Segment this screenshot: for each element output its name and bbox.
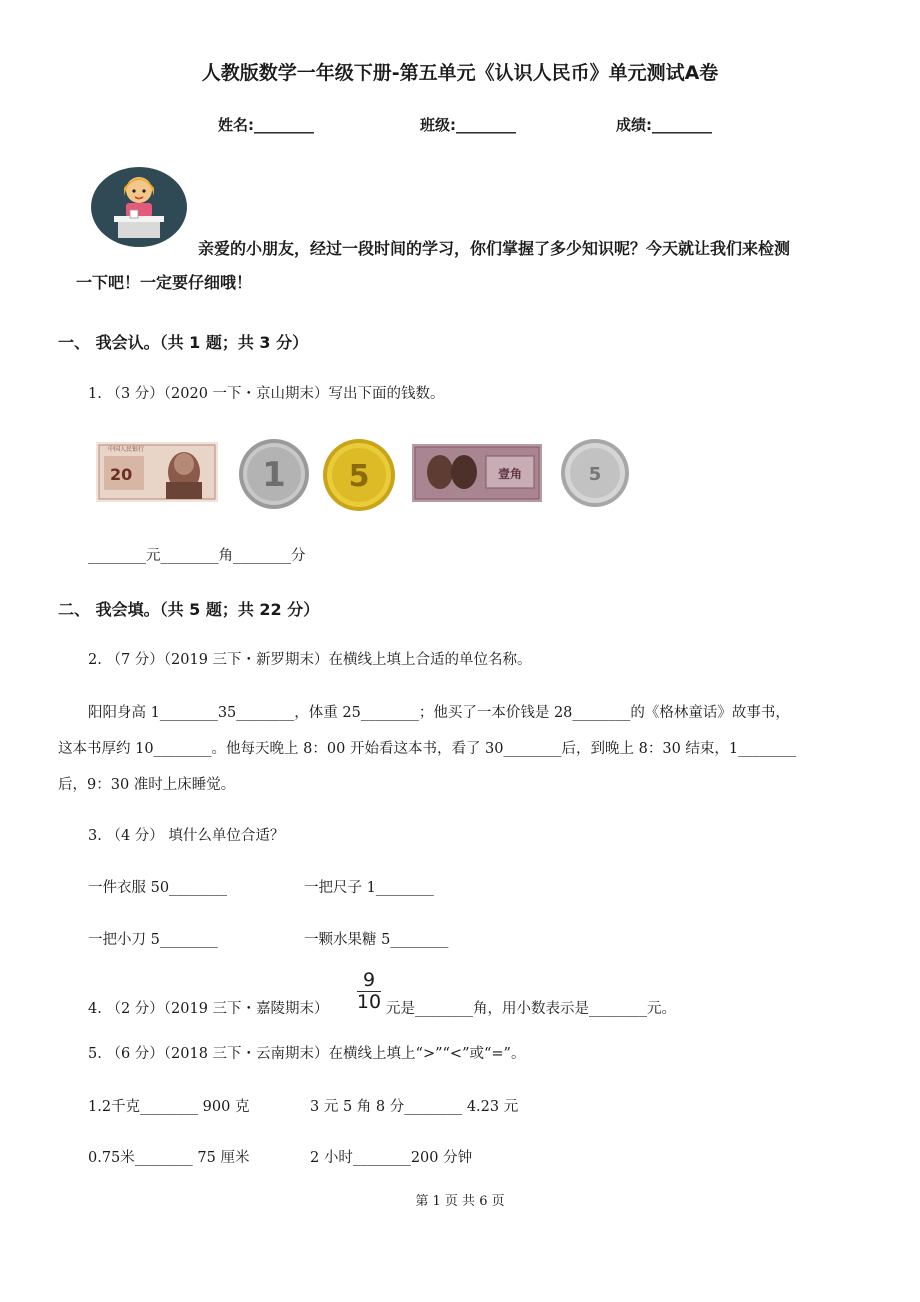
question-5-item-d: 2 小时________200 分钟 bbox=[310, 1150, 473, 1166]
svg-text:中国人民银行: 中国人民银行 bbox=[108, 446, 145, 453]
student-mascot-icon bbox=[90, 166, 188, 248]
fraction-denominator: 10 bbox=[356, 991, 382, 1013]
question-3-item-b: 一把尺子 1________ bbox=[304, 880, 434, 896]
question-2-line-2: 这本书厚约 10________。他每天晚上 8：00 开始看这本书，看了 30________后，到晚上 8：30 结束，1________ bbox=[58, 741, 797, 757]
fraction-numerator: 9 bbox=[362, 969, 376, 991]
question-1-answer-line: ________元________角________分 bbox=[88, 548, 306, 564]
bill-value-20: 20 bbox=[110, 465, 133, 484]
coin-value-1: 1 bbox=[262, 455, 286, 495]
bill-value-yijiao: 壹角 bbox=[497, 467, 523, 481]
question-2-line-3: 后，9：30 准时上床睡觉。 bbox=[58, 777, 236, 793]
question-4-suffix: 元是________角，用小数表示是________元。 bbox=[386, 1001, 676, 1017]
question-5-item-a: 1.2千克________ 900 克 bbox=[88, 1099, 250, 1115]
question-3-item-a: 一件衣服 50________ bbox=[88, 880, 228, 896]
page-title: 人教版数学一年级下册-第五单元《认识人民币》单元测试A卷 bbox=[201, 62, 719, 84]
name-field: 姓名:________ bbox=[218, 116, 314, 134]
intro-line-2: 一下吧！一定要仔细哦！ bbox=[76, 273, 253, 292]
class-field: 班级:________ bbox=[420, 116, 516, 134]
question-2-line-1: 阳阳身高 1________35________，体重 25________；他买了一本价钱是 28________的《格林童话》故事书， bbox=[88, 705, 790, 721]
coin-value-5: 5 bbox=[348, 459, 370, 494]
five-fen-coin-icon bbox=[560, 438, 630, 508]
page-footer: 第 1 页 共 6 页 bbox=[415, 1194, 505, 1209]
section-1-heading: 一、 我会认。（共 1 题；共 3 分） bbox=[58, 333, 309, 352]
question-5-item-b: 3 元 5 角 8 分________ 4.23 元 bbox=[310, 1099, 519, 1115]
question-5-item-c: 0.75米________ 75 厘米 bbox=[88, 1150, 250, 1166]
five-jiao-coin-icon bbox=[322, 438, 396, 512]
question-5-header: 5. （6 分）（2018 三下・云南期末）在横线上填上“>”“<”或“=”。 bbox=[88, 1046, 526, 1062]
score-field: 成绩:________ bbox=[616, 116, 712, 134]
intro-line-1: 亲爱的小朋友，经过一段时间的学习，你们掌握了多少知识呢？今天就让我们来检测 bbox=[198, 239, 791, 258]
twenty-yuan-bill-icon bbox=[96, 442, 218, 502]
question-3-item-d: 一颗水果糖 5________ bbox=[304, 932, 449, 948]
question-1-header: 1. （3 分）（2020 一下・京山期末）写出下面的钱数。 bbox=[88, 386, 445, 402]
question-2-header: 2. （7 分）（2019 三下・新罗期末）在横线上填上合适的单位名称。 bbox=[88, 652, 532, 668]
one-yuan-coin-icon bbox=[238, 438, 310, 510]
coin-value-5fen: 5 bbox=[588, 464, 602, 485]
section-2-heading: 二、 我会填。（共 5 题；共 22 分） bbox=[58, 600, 320, 619]
question-4-prefix: 4. （2 分）（2019 三下・嘉陵期末） bbox=[88, 1001, 329, 1017]
question-3-header: 3. （4 分） 填什么单位合适？ bbox=[88, 828, 285, 844]
fraction-nine-tenths bbox=[355, 970, 383, 1012]
one-jiao-bill-icon bbox=[412, 444, 542, 502]
question-3-item-c: 一把小刀 5________ bbox=[88, 932, 218, 948]
